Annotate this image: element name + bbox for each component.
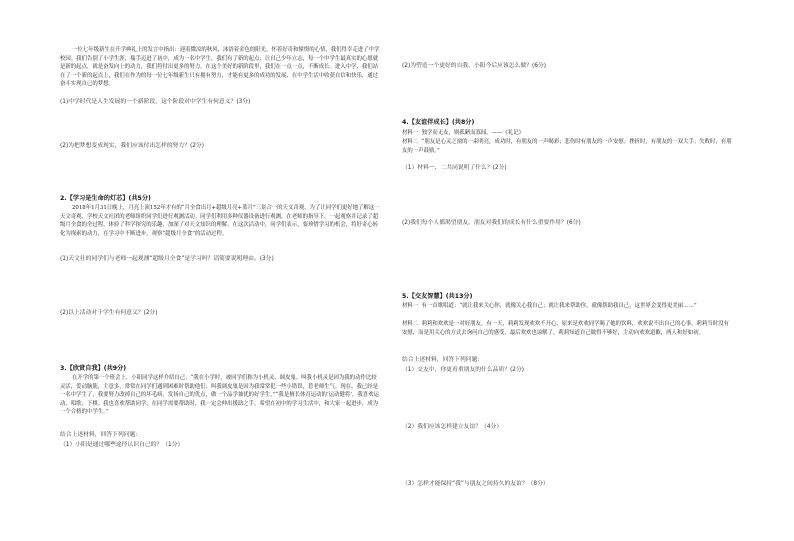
section-2-text: 2018年1月31日晚上，月亮上演152年才有的“月全食出月+超级月亮+蓝月”三景合一的天文奇观。为了让同学们更好地了解这一天文奇观，学校天文社团的老师组织同学们进行观测活动。同学们利用多种仪器设备进行观测，在老师的指导下，一起观察并记录了超级月全食的全过程，体验了科学探究的乐趣，加深了对天文知识的理解。在这次活动中，同学们表示，要珍惜学习的机会，将好奇心转化为探索的动力，在学习中不断进步，观察“超级月全食”的活动过程。: [60, 205, 380, 237]
section-2-heading: 2.【学习是生命的灯芯】(共5分): [60, 195, 151, 202]
section-4-material-2: 材料二 “朋友是心灵之窗的一束明亮，成功时，有朋友的一声喝彩；悲伤时有朋友的一声安慰；挫折时，有朋友的一双大手；失败时，有朋友的一声鼓励。”: [402, 139, 732, 154]
section-2-question-2: (2)以上活动对于学生有何意义？(2分): [60, 310, 158, 316]
section-5-question-3: （3）怎样才能保持“我”与朋友之间持久的友谊？（8分）: [402, 481, 549, 487]
section-5-material-1: 材料一 有一首歌唱道：“就让我来关心你，就像关心我自己；就让我来帮助你，就像帮助我自己，这世界会变得更美丽……”: [402, 303, 697, 309]
section-5-heading: 5.【交友智慧】(共13分): [402, 293, 473, 300]
section-3-lead: 结合上述材料，回答下列问题：: [60, 432, 142, 438]
section-5-lead: 结合上述材料，回答下列问题：: [402, 357, 484, 363]
section-4-question-2: (2)我们每个人都渴望朋友，朋友对我们的成长有什么重要作用？(6分): [402, 220, 581, 226]
section-4-material-1: 材料一 独学而无友，则孤陋而寡闻。——《礼记》: [402, 130, 525, 136]
intro-text: 一位七年级新生在开学典礼上的发言中指出：迎着微凉的秋风，沐浴着金色的阳光，怀着好奇和憧憬的心情，我们得幸走进了中学校园。我们告别了小学生涯，揣手迈进了初中，成为一名中学生，我们有了新的起点；让自己少年立志，每一个中学生最真实的心愿就是新的起点，就是奋发向上的动力，我们将付出更多的努力，在这个美好的新阶段里，我们在一点一点，不断成长。进入中学，我们站在了一个新的起点上，我们在作为的每一位七年级新生只有拥有努力，才能有更多的成功的发展，在中学生活中收获自信和快乐，通过奋斗实现自己的梦想。: [60, 47, 380, 88]
section-4-heading: 4.【友谊伴成长】(共8分): [402, 119, 475, 126]
intro-question-1: (1)中学时代是人生发展的一个新阶段，这个阶段对中学生有何意义？(3分): [60, 99, 251, 105]
section-2-question-1: (1)天文社的同学们与老师一起观测“超级月全食”是学习吗？请简要说明理由。(3分): [60, 256, 274, 262]
section-4-question-1: （1）材料一、二共同说明了什么？(2分): [402, 165, 507, 171]
section-3-question-1: （1）小阳是通过哪些途径认识自己的？（1分）: [60, 442, 184, 448]
section-5-question-1: （1）交友中，你更看重朋友的什么品质？(2分): [402, 367, 525, 373]
intro-question-2: (2)为把梦想变成现实，我们应该付出怎样的努力？(2分): [60, 143, 204, 149]
section-3-question-2: (2)为塑造一个更好的自我，小阳今后应该怎么做？(6分): [402, 63, 546, 69]
section-5-question-2: （2）我们应该怎样建立友谊？（4分）: [402, 424, 503, 430]
section-3-text: 在开学的第一个班会上，小阳同学这样介绍自己：“我在小学时，被同学们称为小机灵、调皮鬼。叫我小机灵是因为我的动作比较灵活，爱动脑筋，主意多，常常在同学们遇到困难时帮助他们；叫我调皮鬼是因为我常常犯一些小错误，惹老师生气。现在，我已经是一名中学生了，我要努力改掉自己的坏毛病，发扬自己的优点，做一个品学兼优的好学生。”“我是擅长体育运动的‘运动健将’，我喜欢运动、唱歌、下棋。我也喜欢帮助同学，在同学需要帮助时，我一定会伸出援助之手。希望在初中的学习生活中，和大家一起进步，成为一个合格的中学生。”: [60, 375, 379, 416]
section-3-heading: 3.【欣赏自我】(共9分): [60, 365, 127, 372]
section-5-material-2: 材料二 莉莉和欢欢是一对好朋友。有一天，莉莉发现欢欢不开心，原来是欢欢同学喝了她的饮料，欢欢说不出自己的心事，莉莉当时没有安慰，而是用关心的方式去询问自己的感受，最后欢欢也谅解了，莉莉知道自己做得不够好，主动向欢欢道歉，两人和好如初。: [402, 321, 729, 336]
